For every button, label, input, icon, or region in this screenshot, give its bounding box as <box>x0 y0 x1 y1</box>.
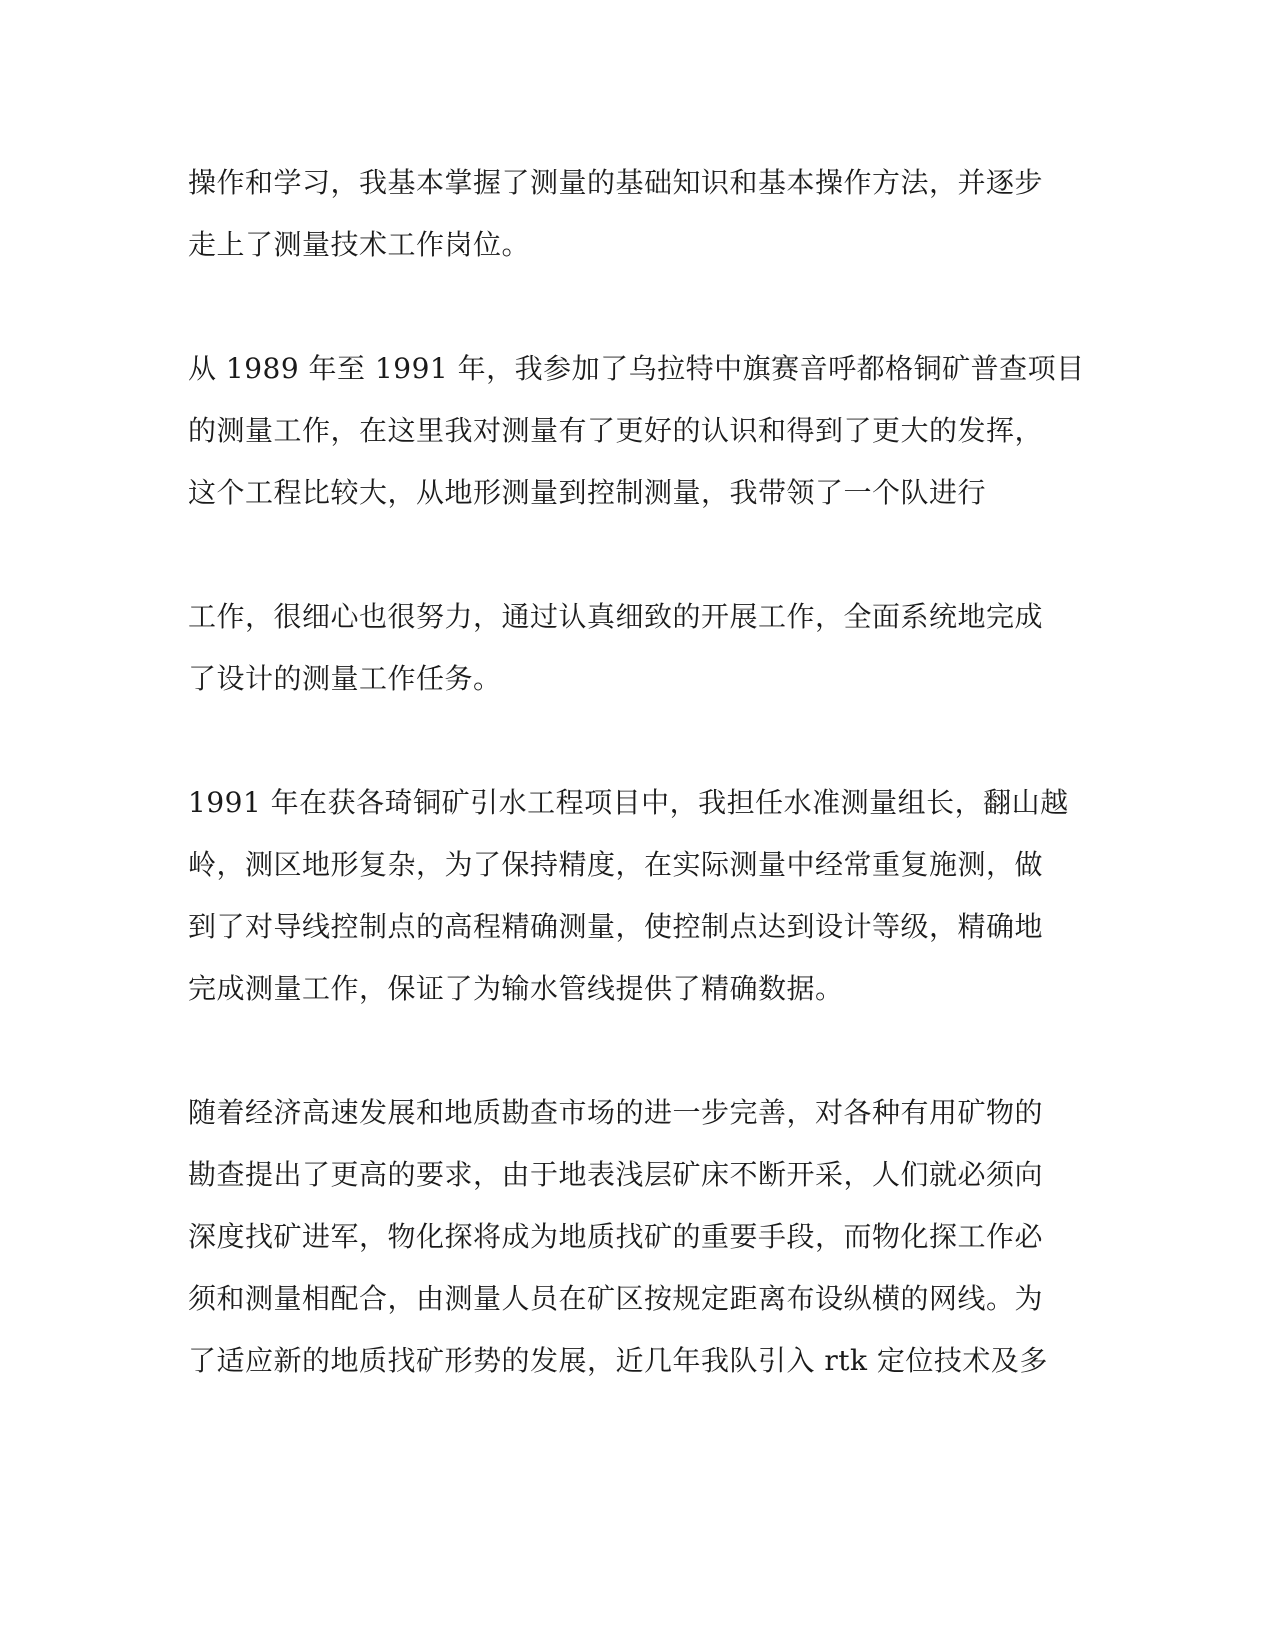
paragraph-2-line-1: 从 1989 年至 1991 年，我参加了乌拉特中旗赛音呼都格铜矿普查项目 <box>188 352 1085 385</box>
paragraph-4-line-4: 完成测量工作，保证了为输水管线提供了精确数据。 <box>188 972 844 1005</box>
paragraph-5-line-2: 勘查提出了更高的要求，由于地表浅层矿床不断开采，人们就必须向 <box>188 1158 1044 1191</box>
paragraph-2-line-3: 这个工程比较大，从地形测量到控制测量，我带领了一个队进行 <box>188 476 987 509</box>
paragraph-3-line-1: 工作，很细心也很努力，通过认真细致的开展工作，全面系统地完成 <box>188 600 1044 633</box>
paragraph-1-line-1: 操作和学习，我基本掌握了测量的基础知识和基本操作方法，并逐步 <box>188 166 1044 199</box>
paragraph-2-line-2: 的测量工作，在这里我对测量有了更好的认识和得到了更大的发挥， <box>188 414 1044 447</box>
paragraph-4-line-1: 1991 年在获各琦铜矿引水工程项目中，我担任水准测量组长，翻山越 <box>188 786 1069 819</box>
paragraph-3-line-2: 了设计的测量工作任务。 <box>188 662 502 695</box>
paragraph-5-line-4: 须和测量相配合，由测量人员在矿区按规定距离布设纵横的网线。为 <box>188 1282 1044 1315</box>
paragraph-5-line-5: 了适应新的地质找矿形势的发展，近几年我队引入 rtk 定位技术及多 <box>188 1344 1048 1377</box>
paragraph-5-line-1: 随着经济高速发展和地质勘查市场的进一步完善，对各种有用矿物的 <box>188 1096 1044 1129</box>
paragraph-4-line-3: 到了对导线控制点的高程精确测量，使控制点达到设计等级，精确地 <box>188 910 1044 943</box>
paragraph-5-line-3: 深度找矿进军，物化探将成为地质找矿的重要手段，而物化探工作必 <box>188 1220 1044 1253</box>
paragraph-4-line-2: 岭，测区地形复杂，为了保持精度，在实际测量中经常重复施测，做 <box>188 848 1044 881</box>
paragraph-1-line-2: 走上了测量技术工作岗位。 <box>188 228 531 261</box>
